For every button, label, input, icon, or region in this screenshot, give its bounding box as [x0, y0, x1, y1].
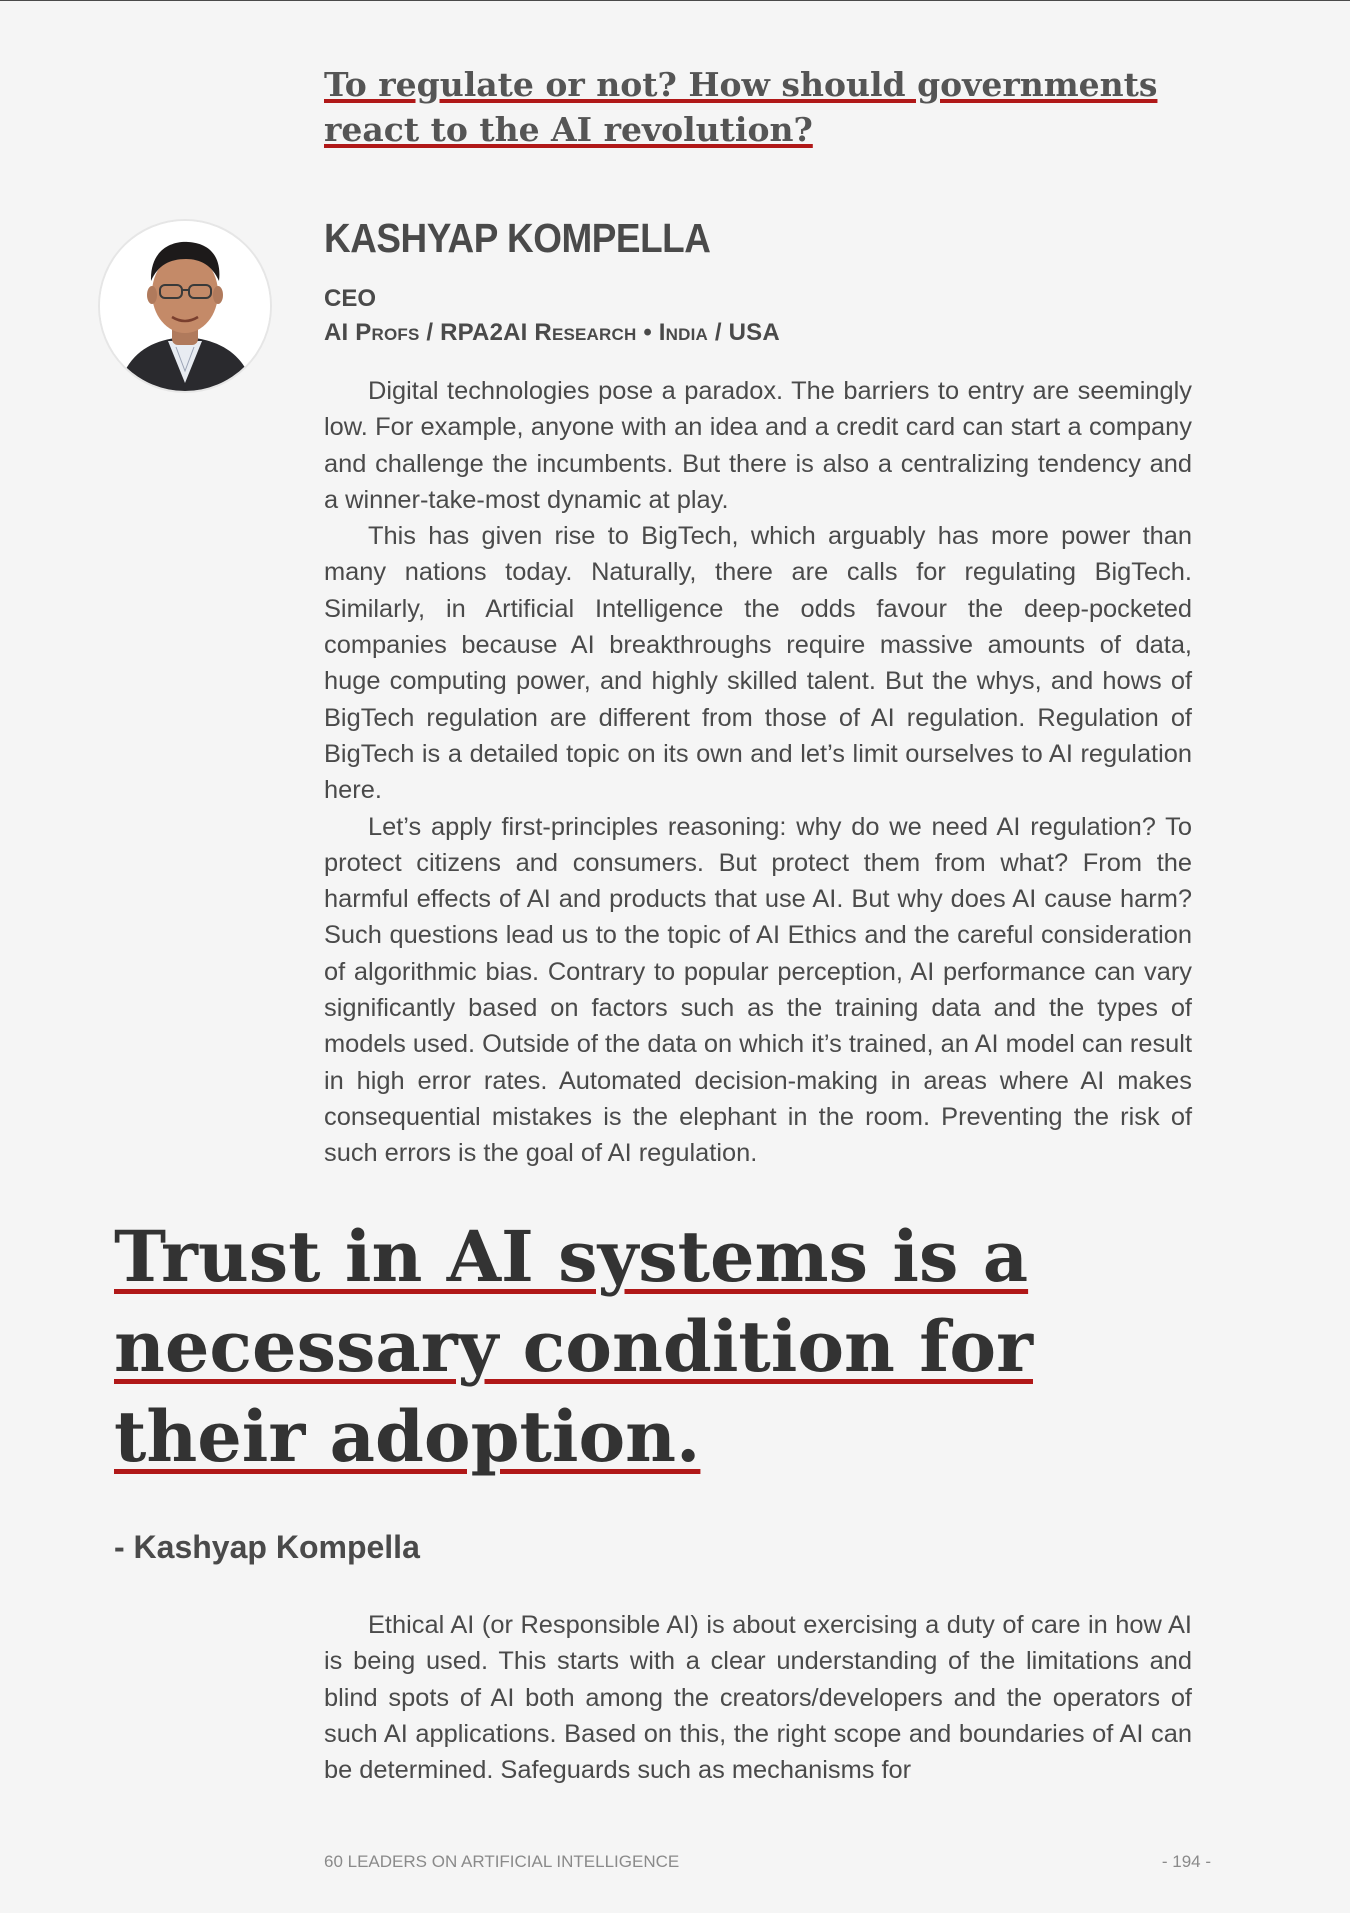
author-name: KASHYAP KOMPELLA: [324, 215, 711, 261]
top-rule: [0, 0, 1350, 1]
author-portrait-image: [100, 221, 270, 391]
body-paragraph: Ethical AI (or Responsible AI) is about exercising a duty of care in how AI is being used. This starts with a clear understanding of the limitations and blind spots of AI both among the creators/developers and the operators of such AI applications. Based on this, the right scope and boundaries of AI can be determined. Safeguards such as mechanisms for: [324, 1611, 1192, 1785]
body-paragraph: This has given rise to BigTech, which arguably has more power than many nations today. Naturally, there are calls for regulating BigTech. Similarly, in Artificial Intelligence the odds favour the deep-pocketed companies because AI breakthroughs require massive amounts of data, huge computing power, and highly skilled talent. But the whys, and hows of BigTech regulation are different from those of AI regulation. Regulation of BigTech is a detailed topic on its own and let’s limit ourselves to AI regulation here.: [324, 522, 1192, 805]
article-title: To regulate or not? How should governments react to the AI revolution?: [324, 65, 1158, 149]
body-paragraph: Let’s apply first-principles reasoning: why do we need AI regulation? To protect citizens and consumers. But protect them from what? From the harmful effects of AI and products that use AI. But why does AI cause harm? Such questions lead us to the topic of AI Ethics and the careful consideration of algorithmic bias. Contrary to popular perception, AI performance can vary significantly based on factors such as the training data and the types of models used. Outside of the data on which it’s trained, an AI model can result in high error rates. Automated decision-making in areas where AI makes consequential mistakes is the elephant in the room. Preventing the risk of such errors is the goal of AI regulation.: [324, 812, 1192, 1168]
footer-book-title: 60 LEADERS ON ARTIFICIAL INTELLIGENCE: [324, 1852, 680, 1871]
article-body-bottom: [324, 1607, 1192, 1788]
footer-page-number: - 194 -: [1161, 1852, 1211, 1871]
body-paragraph: Digital technologies pose a paradox. The barriers to entry are seemingly low. For example, anyone with an idea and a credit card can start a company and challenge the incumbents. But there is also a centralizing tendency and a winner-take-most dynamic at play.: [324, 377, 1192, 514]
article-body-top: [324, 373, 1192, 1172]
author-role: CEO: [324, 285, 377, 312]
author-avatar: [100, 221, 270, 391]
author-affiliation: AI Profs / RPA2AI Research • India / USA: [324, 319, 780, 346]
pull-quote: Trust in AI systems is a necessary condition for their adoption.: [114, 1215, 1033, 1478]
pull-quote-attribution: - Kashyap Kompella: [114, 1529, 420, 1565]
